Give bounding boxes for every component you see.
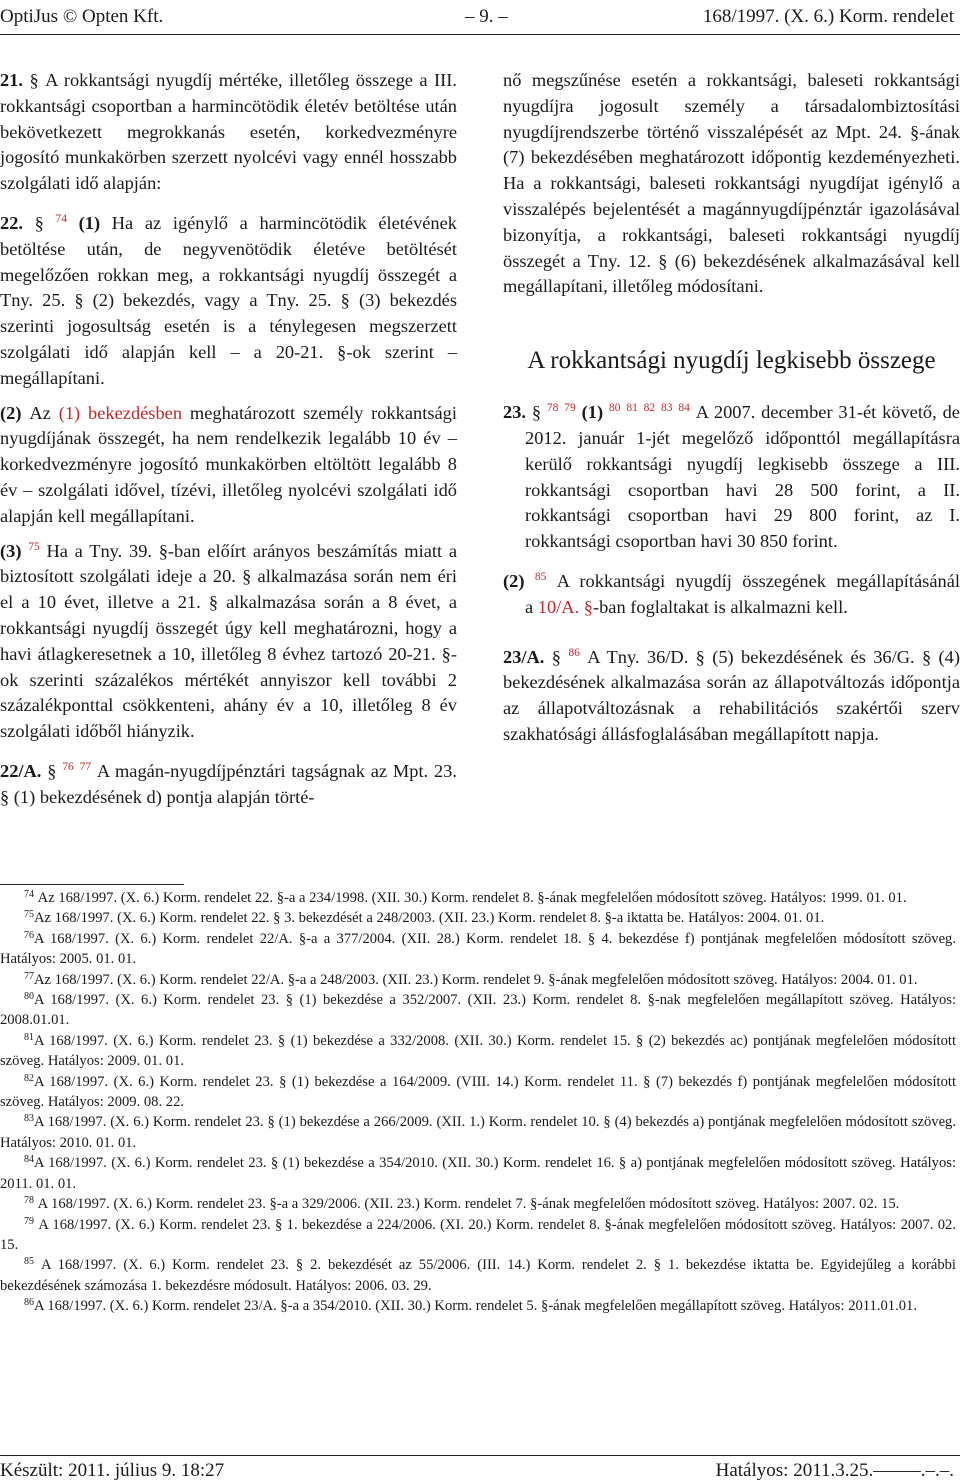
right-column bbox=[503, 68, 960, 748]
footnote: $^{80}$A 168/1997. (X. 6.) Korm. rendelet 23. § (1) bekezdése a 352/2007. (XII. 23.) Korm. rendelet 8. §-nak megfelelően megállapított szöveg. Hatályos: 2008.01.01. bbox=[0, 991, 956, 1029]
section-22-para-2: (2) Az (1) bekezdésben meghatározott személy rokkantsági nyugdíjának összegét, ha nem rendelkezik legalább 10 év – korkedvezményre jogosító munkakörben eltöltött legalább 8 év – szolgálati idővel, tízévi, illetőleg nyolcévi szolgálati idő alapján kell megállapítani. bbox=[0, 402, 457, 526]
section-heading: A rokkantsági nyugdíj legkisebb összege bbox=[527, 347, 936, 375]
footnote: $^{78}$ A 168/1997. (X. 6.) Korm. rendelet 23. §-a a 329/2006. (XII. 23.) Korm. rendelet 7. §-ának megfelelően módosított szöveg. Hatályos: 2007. 02. 15. bbox=[24, 1195, 900, 1213]
footnote: $^{79}$ A 168/1997. (X. 6.) Korm. rendelet 23. § 1. bekezdése a 224/2006. (XI. 20.) Korm. rendelet 8. §-ának megfelelően módosított szöveg. Hatályos: 2007. 02. 15. bbox=[0, 1215, 956, 1253]
section-22a: 22/A. § $^{76}$ $^{77}$ A magán-nyugdíjpénztári tagságnak az Mpt. 23. § (1) bekezdésének d) pontja alapján törté- bbox=[0, 760, 457, 807]
footnotes bbox=[0, 888, 956, 1317]
section-23-para-1: 23. § $^{78}$ $^{79}$ (1) $^{80}$ $^{81}$ $^{82}$ $^{83}$ $^{84}$ A 2007. december 31-ét követő, de 2012. január 1-jét megelőző időponttól megállapításra kerülő rokkantsági nyugdíj legkisebb összege a III. rokkantsági csoportban havi 28 500 forint, a II. rokkantsági csoportban havi 29 800 forint, az I. rokkantsági csoportban havi 30 850 forint. bbox=[503, 402, 960, 552]
footnote-rule bbox=[0, 884, 184, 885]
footnote: $^{74}$ Az 168/1997. (X. 6.) Korm. rendelet 22. §-a a 234/1998. (XII. 30.) Korm. rendelet 8. §-ának megfelelően módosított szöveg. Hatályos: 1999. 01. 01. bbox=[24, 889, 907, 906]
footnote-ref-78[interactable]: 78 bbox=[546, 402, 559, 415]
effective-date: Hatályos: 2011.3.25.–––––.–.–. bbox=[715, 1460, 954, 1481]
section-23-para-2: (2) $^{85}$ A rokkantsági nyugdíj összegének megállapításánál a 10/A. §-ban foglaltakat is alkalmazni kell. bbox=[503, 570, 960, 617]
footnote: $^{83}$A 168/1997. (X. 6.) Korm. rendelet 23. § (1) bekezdése a 266/2009. (XII. 1.) Korm. rendelet 10. § (4) bekezdés a) pontjának megfelelően módosított szöveg. Hatályos: 2010. 01. 01. bbox=[0, 1113, 956, 1151]
section-22-para-3: (3) $^{75}$ Ha a Tny. 39. §-ban előírt arányos beszámítás miatt a biztosított szolgálati ideje a 20. § alkalmazása során nem éri el a 10 évet, illetve a 21. § alkalmazása során a 8 évet, a rokkantsági nyugdíj összegét úgy kell meghatározni, hogy a havi átlagkeresetnek a 10, illetőleg 8 évhez tartozó 20-21. §-ok szerinti százalékos mértékét annyiszor kell további 2 százalékponttal csökkenteni, ahány év a 10, illetőleg 8 év szolgálati időből hiányzik. bbox=[0, 540, 457, 742]
section-21-title: A rokkantsági nyugdíj mértéke, illetőleg összege a III. rokkantsági csoportban a harmincötödik életév betöltése után bekövetkezett megrokkanás esetén, korkedvezményre jogosító munkakörben szerzett nyolcévi vagy ennél hosszabb szolgálati idő alapján: bbox=[0, 70, 457, 194]
footnote-ref-81[interactable]: 81 bbox=[626, 402, 638, 415]
section-22-para-1: 22. § $^{74}$ (1) Ha az igénylő a harmincötödik életévének betöltése után, de negyvenötödik életéve betöltését megelőzően rokkan meg, a rokkantsági nyugdíj összegét a Tny. 25. § (2) bekezdés, vagy a Tny. 25. § (3) bekezdés szerinti jogosultság esetén is a ténylegesen megszerzett szolgálati idő alapján kell – a 20-21. §-ok szerint – megállapítani. bbox=[0, 212, 457, 388]
footnote-ref-84[interactable]: 84 bbox=[678, 402, 690, 415]
created-date: Készült: 2011. július 9. 18:27 bbox=[0, 1460, 225, 1481]
footnote-ref-86[interactable]: 86 bbox=[568, 646, 580, 659]
footnote-ref-76[interactable]: 76 bbox=[62, 760, 74, 773]
link-10a[interactable]: 10/A. § bbox=[537, 596, 593, 617]
page-header bbox=[0, 6, 960, 30]
section-23a: 23/A. § $^{86}$ A Tny. 36/D. § (5) bekezdésének és 36/G. § (4) bekezdésének alkalmazása során az állapotváltozás időpontja az állapotváltozásnak a rehabilitációs szakértői szerv szakhatósági állásfoglalásában megállapított napja. bbox=[503, 646, 960, 744]
section-22a-continued: nő megszűnése esetén a rokkantsági, baleseti rokkantsági nyugdíjra jogosult személy a társadalombiztosítási nyugdíjrendszerbe történő visszalépését az Mpt. 24. §-ának (7) bekezdésében meghatározott időpontig kezdeményezheti. Ha a rokkantsági, baleseti rokkantsági nyugdíjat igénylő a visszalépés bejelentését a magánnyugdíjpénztár igazolásával bizonyítja, a rokkantsági, baleseti rokkantsági nyugdíj összegét a Tny. 12. § (6) bekezdésének alkalmazásával kell megállapítani, illetőleg módosítani. bbox=[503, 70, 960, 297]
footnote: $^{77}$Az 168/1997. (X. 6.) Korm. rendelet 22/A. §-a a 248/2003. (XII. 23.) Korm. rendelet 9. §-ának megfelelően módosított szöveg. Hatályos: 2004. 01. 01. bbox=[24, 970, 918, 988]
footnote: $^{75}$Az 168/1997. (X. 6.) Korm. rendelet 22. § 3. bekezdését a 248/2003. (XII. 23.) Korm. rendelet 8. §-a iktatta be. Hatályos: 2004. 01. 01. bbox=[24, 909, 825, 927]
footnote-ref-85[interactable]: 85 bbox=[534, 570, 547, 583]
footnote-ref-83[interactable]: 83 bbox=[661, 402, 673, 415]
section-21: 21. § A rokkantsági nyugdíj mértéke, illetőleg összege a III. rokkantsági csoportban a harmincötödik életév betöltése után bekövetkezett megrokkanás esetén, korkedvezményre jogosító munkakörben szerzett nyolcévi vagy ennél hosszabb szolgálati idő alapján: bbox=[0, 70, 457, 194]
footnote: $^{82}$A 168/1997. (X. 6.) Korm. rendelet 23. § (1) bekezdése a 164/2009. (VIII. 14.) Korm. rendelet 11. § (7) bekezdés f) pontjának megfelelően módosított szöveg. Hatályos: 2009. 08. 22. bbox=[0, 1072, 956, 1111]
law-title: 168/1997. (X. 6.) Korm. rendelet bbox=[702, 6, 954, 27]
link-paragraph-1[interactable]: (1) bekezdésben bbox=[58, 402, 183, 423]
footnote: $^{86}$A 168/1997. (X. 6.) Korm. rendelet 23/A. §-a a 354/2010. (XII. 30.) Korm. rendelet 5. §-ának megfelelően megállapított szöveg. Hatályos: 2011.01.01. bbox=[24, 1297, 917, 1315]
header-rule bbox=[0, 34, 960, 35]
footnote-ref-77[interactable]: 77 bbox=[79, 760, 92, 773]
footnote-ref-82[interactable]: 82 bbox=[643, 402, 656, 415]
footnote: $^{85}$ A 168/1997. (X. 6.) Korm. rendelet 23. § 2. bekezdését az 55/2006. (III. 14.) Korm. rendelet 2. § 1. bekezdése iktatta be. Egyidejűleg a korábbi bekezdésének számozása 1. bekezdésre módosult. Hatályos: 2006. 03. 29. bbox=[0, 1256, 956, 1294]
left-column bbox=[0, 68, 457, 811]
page-number: – 9. – bbox=[465, 6, 508, 27]
footer-rule bbox=[0, 1455, 960, 1456]
footnote-ref-75[interactable]: 75 bbox=[28, 540, 40, 553]
publisher: OptiJus © Opten Kft. bbox=[0, 6, 164, 27]
footnote-ref-80[interactable]: 80 bbox=[608, 402, 621, 415]
footnote-ref-79[interactable]: 79 bbox=[564, 402, 576, 415]
footnote-ref-74[interactable]: 74 bbox=[55, 212, 68, 225]
footnote: $^{84}$A 168/1997. (X. 6.) Korm. rendelet 23. § (1) bekezdése a 354/2010. (XII. 30.) Korm. rendelet 16. § a) pontjának megfelelően módosított szöveg. Hatályos: 2011. 01. 01. bbox=[0, 1154, 956, 1192]
footnote: $^{76}$A 168/1997. (X. 6.) Korm. rendelet 22/A. §-a a 377/2004. (XII. 28.) Korm. rendelet 18. § 4. bekezdése f) pontjának megfelelően módosított szöveg. Hatályos: 2005. 01. 01. bbox=[0, 929, 956, 968]
footnote: $^{81}$A 168/1997. (X. 6.) Korm. rendelet 23. § (1) bekezdése a 332/2008. (XII. 30.) Korm. rendelet 15. § (2) bekezdés ac) pontjának megfelelően módosított szöveg. Hatályos: 2009. 01. 01. bbox=[0, 1031, 956, 1070]
